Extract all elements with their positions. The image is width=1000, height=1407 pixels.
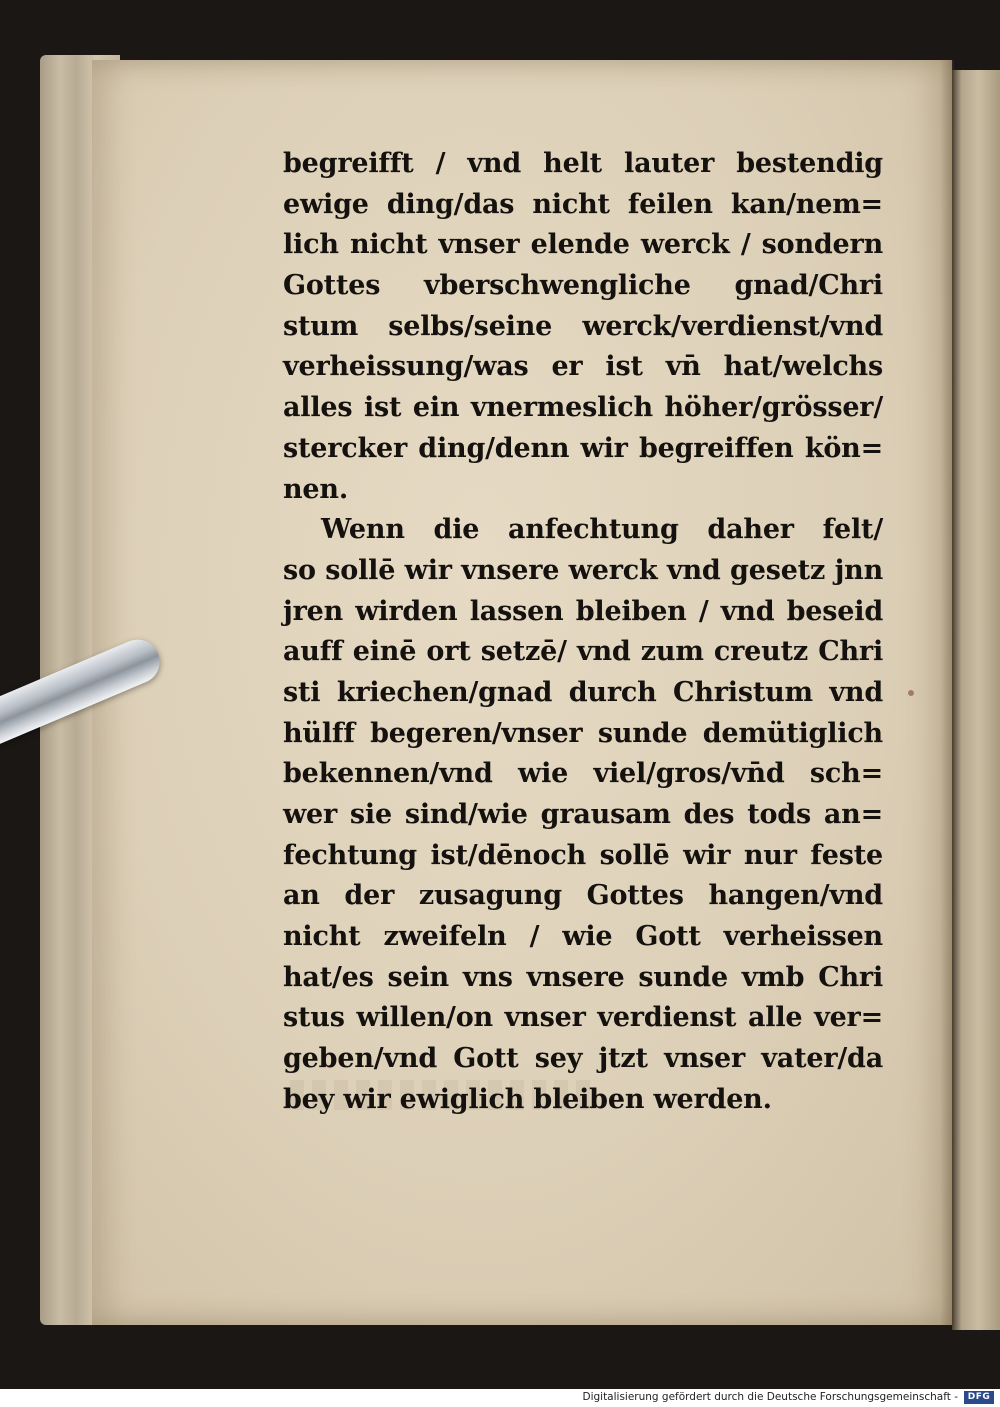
text-line-21: hat/es sein vns vnsere sunde vmb Chri — [283, 961, 883, 993]
text-line-6: verheissung/was er ist vn̄ hat/welchs — [283, 351, 883, 383]
facing-page-edge — [952, 70, 1000, 1330]
text-line-19: an der zusagung Gottes hangen/vnd — [283, 880, 883, 912]
text-line-3: lich nicht vnser elende werck / sondern — [283, 229, 883, 261]
text-line-2: ewige ding/das nicht feilen kan/nem= — [283, 188, 883, 220]
text-line-22: stus willen/on vnser verdienst alle ver= — [283, 1002, 883, 1034]
text-line-15: hülff begeren/vnser sunde demütiglich — [283, 717, 883, 749]
text-line-13: auff einē ort setzē/ vnd zum creutz Chri — [283, 636, 883, 668]
text-line-4: Gottes vberschwengliche gnad/Chri — [283, 270, 883, 302]
funding-credit: Digitalisierung gefördert durch die Deutsche Forschungsgemeinschaft - — [582, 1391, 958, 1403]
text-line-7: alles ist ein vnermeslich höher/grösser/ — [283, 392, 883, 424]
text-line-10: Wenn die anfechtung daher felt/ — [321, 514, 883, 546]
text-line-5: stum selbs/seine werck/verdienst/vnd — [283, 310, 883, 342]
text-line-23: geben/vnd Gott sey jtzt vnser vater/da — [283, 1043, 883, 1075]
text-line-20: nicht zweifeln / wie Gott verheissen — [283, 921, 883, 953]
text-line-1: begreifft / vnd helt lauter bestendig — [283, 148, 883, 179]
text-line-8: stercker ding/denn wir begreiffen kön= — [283, 432, 883, 464]
text-line-18: fechtung ist/dēnoch sollē wir nur feste — [283, 839, 883, 871]
text-line-17: wer sie sind/wie grausam des tods an= — [283, 799, 883, 830]
page-text — [283, 144, 883, 1121]
text-line-11: so sollē wir vnsere werck vnd gesetz jnn — [283, 554, 883, 586]
page-gutter-shadow — [940, 60, 954, 1325]
text-line-16: bekennen/vnd wie viel/gros/vn̄d sch= — [283, 758, 883, 790]
dfg-logo-icon: DFG — [964, 1391, 994, 1404]
text-line-12: jren wirden lassen bleiben / vnd beseid — [283, 595, 883, 627]
text-line-24: bey wir ewiglich bleiben werden. — [283, 1083, 772, 1115]
text-line-9: nen. — [283, 473, 349, 505]
ink-stain — [908, 690, 914, 696]
text-line-14: sti kriechen/gnad durch Christum vnd — [283, 676, 883, 708]
